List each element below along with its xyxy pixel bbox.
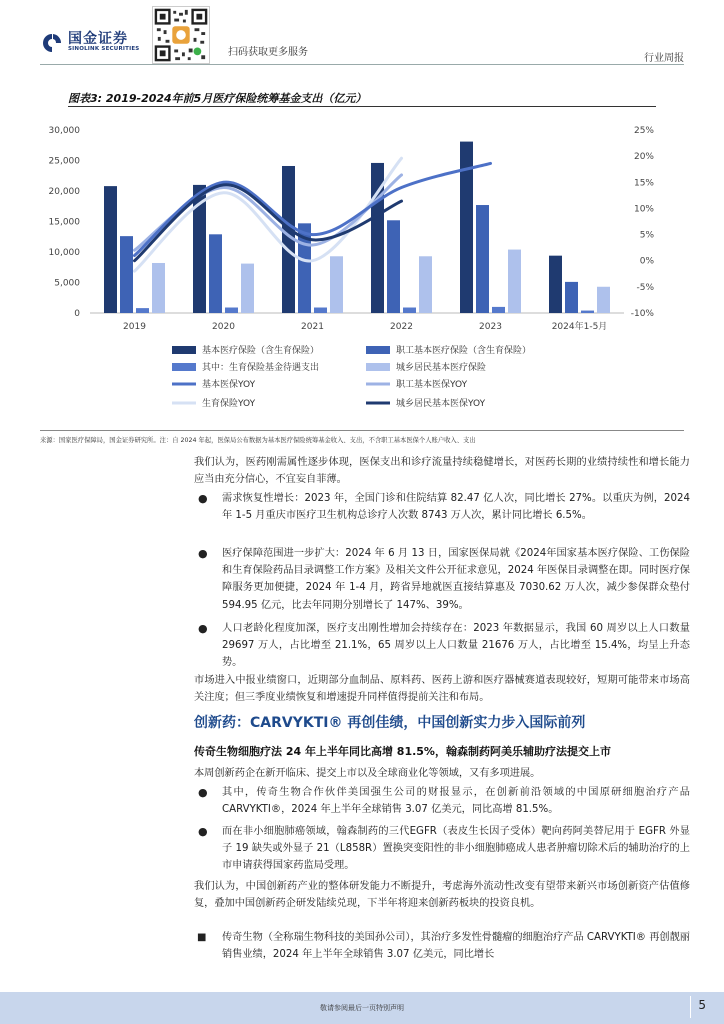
left-axis-tick: 20,000: [48, 187, 80, 197]
page-number: 5: [698, 998, 706, 1012]
bar: [209, 234, 222, 313]
bar: [419, 256, 432, 313]
bullet-carvykti: 其中，传奇生物合作伙伴美国强生公司的财报显示，在创新前沿领域的中国原研细胞治疗产品 CARVYKTI®，2024 年上半年全球销售 3.07 亿美元，同比高增 81.5%。: [222, 787, 690, 816]
section-heading: 创新药：CARVYKTI® 再创佳绩，中国创新实力步入国际前列: [194, 715, 586, 731]
brand-name-en: SINOLINK SECURITIES: [68, 46, 140, 52]
legend-label: 基本医疗保险（含生育保险）: [202, 346, 320, 356]
bullet-icon: ●: [198, 786, 208, 799]
bullet-aging: 人口老龄化程度加深，医疗支出刚性增加会持续存在：2023 年数据显示，我国 60 周岁以上人口数量 29697 万人，占比增至 21.1%，65 周岁以上人口数量 21676 万人，占比增至 15.4%，均呈上升态势。: [222, 623, 690, 669]
bullet-coverage: 医疗保障范围进一步扩大：2024 年 6 月 13 日，国家医保局就《2024年国家基本医疗保险、工伤保险和生育保险药品目录调整工作方案》及相关文件公开征求意见，2024 年医保目录调整在即。同时医疗保障服务更加便捷，2024 年 1-4 月，跨省异地就医直接结算惠及 7030.62 万人次，减少参保群众垫付 594.95 亿元，比去年同期分别增长了 147%、39%。: [222, 548, 690, 611]
right-axis-tick: 10%: [633, 204, 654, 215]
legend-swatch: [366, 346, 390, 354]
legend-label: 基本医保YOY: [202, 380, 256, 390]
chart-title-divider: [68, 106, 656, 107]
source-divider: [40, 430, 684, 431]
source-note: 来源：国家医疗保障局，国金证券研究所。注：自 2024 年起，医保局公布数据为基本医疗保险统筹基金收入、支出，不含职工基本医保个人账户收入、支出: [40, 437, 476, 444]
sinolink-logo-icon: [40, 33, 64, 53]
bar: [476, 205, 489, 313]
category-label: 2021: [301, 322, 324, 332]
qr-code-icon[interactable]: [152, 6, 210, 64]
bullet-demand: 需求恢复性增长：2023 年，全国门诊和住院结算 82.47 亿人次，同比增长 27%。以重庆为例，2024 年 1-5 月重庆市医疗卫生机构总诊疗人次数 8743 万人次，累计同比增长 6.5%。: [222, 493, 690, 522]
right-axis-tick: 0%: [639, 256, 654, 267]
left-axis-tick: 10,000: [48, 248, 80, 258]
legend-swatch: [172, 346, 196, 354]
chart-title: 图表3: 2019-2024年前5月医疗保险统筹基金支出（亿元）: [68, 92, 367, 105]
yoy-line: [135, 163, 491, 255]
yoy-line: [135, 185, 402, 261]
qr-caption: 扫码获取更多服务: [228, 47, 308, 58]
bar: [120, 236, 133, 313]
bullet-aumolertinib: 而在非小细胞肺癌领域，翰森制药的三代EGFR（表皮生长因子受体）靶向药阿美替尼用于 EGFR 外显子 19 缺失或外显子 21（L858R）置换突变阳性的非小细胞肺癌成人患者肿瘤切除术后的辅助治疗的上市申请获得国家药监局受理。: [222, 826, 690, 872]
legend-label: 城乡居民基本医保YOY: [396, 399, 486, 409]
legend-label: 职工基本医疗保险（含生育保险）: [396, 346, 532, 356]
left-axis-tick: 25,000: [48, 156, 80, 167]
square-bullet-icon: ■: [197, 932, 207, 943]
right-axis-tick: 15%: [633, 178, 654, 189]
legend-label: 城乡居民基本医疗保险: [396, 363, 487, 373]
sub-heading: 传奇生物细胞疗法 24 年上半年同比高增 81.5%，翰森制药阿美乐辅助疗法提交上市: [194, 745, 611, 758]
footer-disclaimer[interactable]: 敬请参阅最后一页特别声明: [320, 1004, 404, 1012]
paragraph-3: 本周创新药企在新开临床、提交上市以及全球商业化等领域，又有多项进展。: [194, 768, 541, 779]
right-axis-tick: -10%: [630, 309, 654, 319]
paragraph-2: 市场进入中报业绩窗口，近期部分血制品、原料药、医药上游和医疗器械赛道表现较好，短期可能带来市场高关注度；但三季度业绩恢复和增速提升同样值得提前关注和布局。: [194, 675, 690, 704]
paragraph-4: 我们认为，中国创新药产业的整体研发能力不断提升，考虑海外流动性改变有望带来新兴市场创新资产估值修复，叠加中国创新药企研发陆续兑现，下半年将迎来创新药板块的投资良机。: [194, 881, 690, 910]
bar: [241, 264, 254, 313]
bar: [152, 263, 165, 313]
category-label: 2022: [390, 322, 413, 332]
right-axis-tick: 25%: [633, 126, 654, 136]
bullet-legend: 传奇生物（全称瑞生物科技的美国孙公司），其治疗多发性骨髓瘤的细胞治疗产品 CARVYKTI® 再创靓丽销售业绩，2024 年上半年全球销售 3.07 亿美元，同比增长: [222, 932, 690, 961]
right-axis-tick: 20%: [633, 152, 654, 163]
bar: [104, 186, 117, 313]
bullet-icon: ●: [198, 825, 208, 838]
bar: [492, 307, 505, 313]
legend-label: 职工基本医保YOY: [396, 380, 468, 390]
legend-label: 其中：生育保险基金待遇支出: [202, 363, 320, 373]
bar: [314, 308, 327, 313]
left-axis-tick: 0: [74, 309, 80, 319]
bar: [387, 220, 400, 313]
document-type: 行业周报: [644, 53, 684, 64]
bullet-icon: ●: [198, 547, 208, 560]
left-axis-tick: 5,000: [54, 278, 80, 289]
left-axis-tick: 15,000: [48, 217, 80, 228]
footer-divider: [690, 996, 691, 1018]
header-divider: [40, 64, 684, 65]
chart: [40, 108, 684, 428]
bar: [403, 308, 416, 313]
bar: [136, 308, 149, 313]
legend-swatch: [366, 363, 390, 371]
bar: [565, 282, 578, 313]
bar: [581, 311, 594, 313]
left-axis-tick: 30,000: [48, 126, 80, 136]
legend-swatch: [172, 363, 196, 371]
right-axis-tick: 5%: [639, 230, 654, 241]
bar: [225, 308, 238, 313]
bullet-icon: ●: [198, 622, 208, 635]
right-axis-tick: -5%: [636, 282, 654, 293]
brand-name: 国金证券: [68, 31, 128, 47]
bullet-icon: ●: [198, 492, 208, 505]
category-label: 2024年1-5月: [551, 322, 608, 332]
category-label: 2019: [123, 322, 146, 332]
bar: [330, 256, 343, 313]
legend-label: 生育保险YOY: [202, 399, 256, 409]
category-label: 2023: [479, 322, 502, 332]
bar: [508, 250, 521, 313]
paragraph-1: 我们认为，医药刚需属性逐步体现，医保支出和诊疗流量持续稳健增长，对医药长期的业绩持续性和增长能力应当由充分信心，不宜妄自菲薄。: [194, 457, 690, 486]
bar: [549, 256, 562, 313]
bar: [597, 287, 610, 313]
category-label: 2020: [212, 322, 235, 332]
